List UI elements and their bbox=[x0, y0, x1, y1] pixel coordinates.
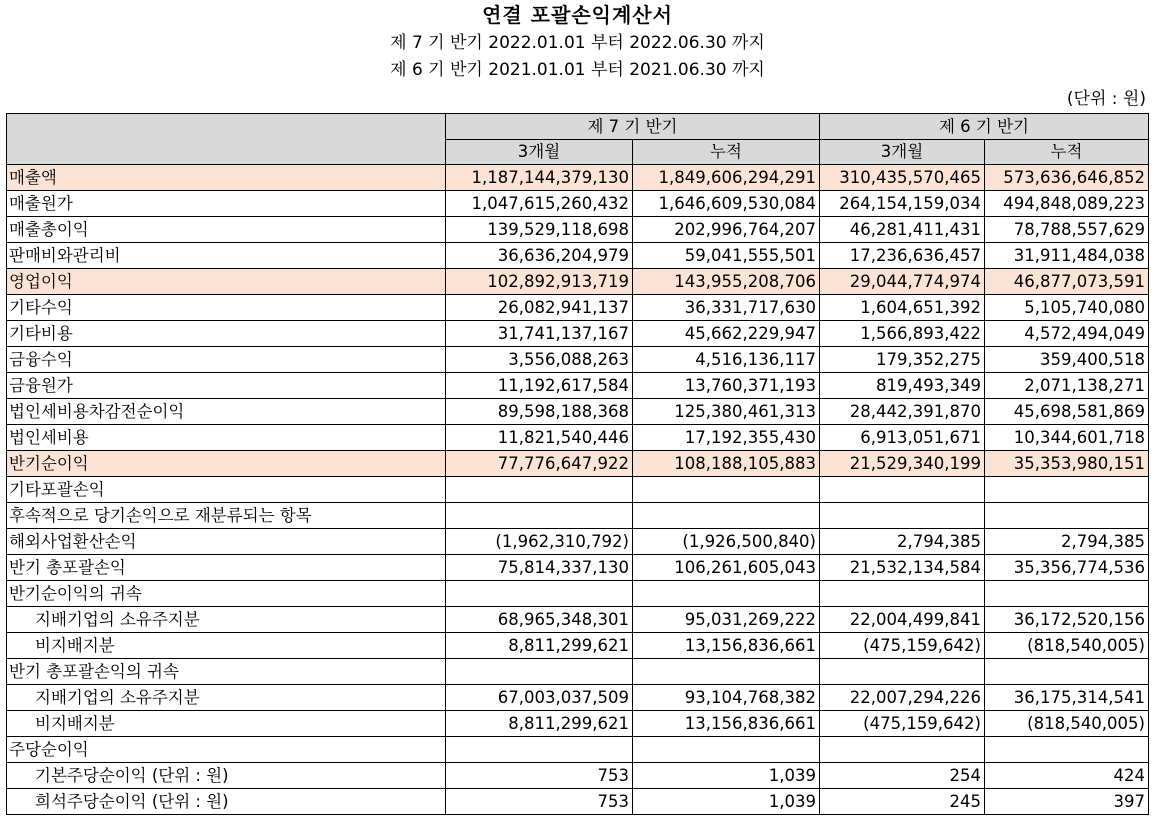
cell-current-3months: 26,082,941,137 bbox=[446, 295, 633, 321]
income-statement-table bbox=[6, 113, 1149, 815]
cell-prior-cumulative: 36,172,520,156 bbox=[985, 607, 1149, 633]
cell-prior-3months: 264,154,159,034 bbox=[820, 191, 985, 217]
header-blank-cell bbox=[7, 114, 446, 165]
cell-current-cumulative: 13,156,836,661 bbox=[633, 633, 820, 659]
cell-prior-3months bbox=[820, 503, 985, 529]
cell-prior-cumulative: 397 bbox=[985, 789, 1149, 815]
cell-current-3months: 102,892,913,719 bbox=[446, 269, 633, 295]
table-row bbox=[7, 555, 1149, 581]
cell-prior-cumulative: 10,344,601,718 bbox=[985, 425, 1149, 451]
cell-prior-3months: 179,352,275 bbox=[820, 347, 985, 373]
cell-prior-3months: 245 bbox=[820, 789, 985, 815]
cell-current-cumulative: 108,188,105,883 bbox=[633, 451, 820, 477]
row-label: 기본주당순이익 (단위 : 원) bbox=[7, 763, 446, 789]
cell-current-cumulative: 45,662,229,947 bbox=[633, 321, 820, 347]
row-label: 기타수익 bbox=[7, 295, 446, 321]
row-label: 해외사업환산손익 bbox=[7, 529, 446, 555]
cell-current-3months: 8,811,299,621 bbox=[446, 711, 633, 737]
cell-current-cumulative: 202,996,764,207 bbox=[633, 217, 820, 243]
cell-current-cumulative: 1,039 bbox=[633, 789, 820, 815]
cell-prior-cumulative: 78,788,557,629 bbox=[985, 217, 1149, 243]
table-row bbox=[7, 711, 1149, 737]
cell-current-cumulative: 125,380,461,313 bbox=[633, 399, 820, 425]
table-row bbox=[7, 451, 1149, 477]
cell-prior-cumulative: 36,175,314,541 bbox=[985, 685, 1149, 711]
cell-current-cumulative: 13,156,836,661 bbox=[633, 711, 820, 737]
cell-current-cumulative: 95,031,269,222 bbox=[633, 607, 820, 633]
row-label: 반기순이익 bbox=[7, 451, 446, 477]
cell-current-3months bbox=[446, 503, 633, 529]
row-label: 판매비와관리비 bbox=[7, 243, 446, 269]
cell-current-cumulative: 1,039 bbox=[633, 763, 820, 789]
cell-current-cumulative bbox=[633, 503, 820, 529]
cell-prior-cumulative bbox=[985, 477, 1149, 503]
cell-current-3months: 11,192,617,584 bbox=[446, 373, 633, 399]
row-label: 매출총이익 bbox=[7, 217, 446, 243]
row-label: 매출원가 bbox=[7, 191, 446, 217]
table-row bbox=[7, 295, 1149, 321]
table-row bbox=[7, 763, 1149, 789]
cell-prior-3months: (475,159,642) bbox=[820, 633, 985, 659]
table-row bbox=[7, 503, 1149, 529]
cell-current-cumulative: 1,646,609,530,084 bbox=[633, 191, 820, 217]
table-row bbox=[7, 399, 1149, 425]
cell-current-3months bbox=[446, 581, 633, 607]
row-label: 법인세비용 bbox=[7, 425, 446, 451]
cell-prior-3months: 22,004,499,841 bbox=[820, 607, 985, 633]
row-label: 지배기업의 소유주지분 bbox=[7, 685, 446, 711]
row-label: 지배기업의 소유주지분 bbox=[7, 607, 446, 633]
cell-prior-3months: 29,044,774,974 bbox=[820, 269, 985, 295]
table-row bbox=[7, 243, 1149, 269]
cell-prior-3months: 28,442,391,870 bbox=[820, 399, 985, 425]
table-row bbox=[7, 425, 1149, 451]
cell-current-3months: 89,598,188,368 bbox=[446, 399, 633, 425]
row-label: 반기 총포괄손익 bbox=[7, 555, 446, 581]
cell-prior-3months: 6,913,051,671 bbox=[820, 425, 985, 451]
cell-current-3months: 753 bbox=[446, 763, 633, 789]
table-row bbox=[7, 477, 1149, 503]
period-current: 제 7 기 반기 2022.01.01 부터 2022.06.30 까지 bbox=[390, 33, 765, 53]
header-current-cumulative: 누적 bbox=[633, 140, 820, 165]
cell-prior-3months: 22,007,294,226 bbox=[820, 685, 985, 711]
cell-current-3months: 139,529,118,698 bbox=[446, 217, 633, 243]
header-current-3months: 3개월 bbox=[446, 140, 633, 165]
cell-current-cumulative: 59,041,555,501 bbox=[633, 243, 820, 269]
cell-current-3months: 31,741,137,167 bbox=[446, 321, 633, 347]
row-label: 금융수익 bbox=[7, 347, 446, 373]
cell-prior-3months: 254 bbox=[820, 763, 985, 789]
table-row bbox=[7, 217, 1149, 243]
row-label: 반기순이익의 귀속 bbox=[7, 581, 446, 607]
cell-current-3months bbox=[446, 477, 633, 503]
cell-current-3months: 1,187,144,379,130 bbox=[446, 165, 633, 191]
cell-prior-3months bbox=[820, 581, 985, 607]
table-row bbox=[7, 165, 1149, 191]
table-row bbox=[7, 633, 1149, 659]
table-row bbox=[7, 347, 1149, 373]
cell-current-cumulative: (1,926,500,840) bbox=[633, 529, 820, 555]
row-label: 후속적으로 당기손익으로 재분류되는 항목 bbox=[7, 503, 446, 529]
cell-prior-cumulative: 45,698,581,869 bbox=[985, 399, 1149, 425]
table-row bbox=[7, 737, 1149, 763]
cell-prior-cumulative bbox=[985, 737, 1149, 763]
row-label: 비지배지분 bbox=[7, 711, 446, 737]
cell-current-3months: 1,047,615,260,432 bbox=[446, 191, 633, 217]
cell-prior-3months: 46,281,411,431 bbox=[820, 217, 985, 243]
cell-current-cumulative: 1,849,606,294,291 bbox=[633, 165, 820, 191]
cell-current-cumulative bbox=[633, 659, 820, 685]
cell-prior-cumulative: 35,356,774,536 bbox=[985, 555, 1149, 581]
cell-current-3months: 67,003,037,509 bbox=[446, 685, 633, 711]
cell-prior-3months: 2,794,385 bbox=[820, 529, 985, 555]
cell-prior-3months bbox=[820, 659, 985, 685]
row-label: 법인세비용차감전순이익 bbox=[7, 399, 446, 425]
cell-prior-cumulative bbox=[985, 581, 1149, 607]
table-row bbox=[7, 607, 1149, 633]
cell-prior-3months: 1,604,651,392 bbox=[820, 295, 985, 321]
table-row bbox=[7, 789, 1149, 815]
cell-prior-3months: 1,566,893,422 bbox=[820, 321, 985, 347]
cell-prior-cumulative: 573,636,646,852 bbox=[985, 165, 1149, 191]
cell-current-cumulative: 93,104,768,382 bbox=[633, 685, 820, 711]
cell-prior-cumulative: 359,400,518 bbox=[985, 347, 1149, 373]
row-label: 희석주당순이익 (단위 : 원) bbox=[7, 789, 446, 815]
cell-current-cumulative: 17,192,355,430 bbox=[633, 425, 820, 451]
cell-prior-cumulative bbox=[985, 503, 1149, 529]
cell-prior-cumulative: 46,877,073,591 bbox=[985, 269, 1149, 295]
table-row bbox=[7, 685, 1149, 711]
cell-prior-cumulative: (818,540,005) bbox=[985, 633, 1149, 659]
cell-current-3months: 11,821,540,446 bbox=[446, 425, 633, 451]
cell-prior-3months: (475,159,642) bbox=[820, 711, 985, 737]
cell-current-3months bbox=[446, 659, 633, 685]
table-row bbox=[7, 581, 1149, 607]
row-label: 비지배지분 bbox=[7, 633, 446, 659]
header-prior-3months: 3개월 bbox=[820, 140, 985, 165]
cell-current-cumulative: 143,955,208,706 bbox=[633, 269, 820, 295]
cell-prior-cumulative: 31,911,484,038 bbox=[985, 243, 1149, 269]
unit-label: (단위 : 원) bbox=[1066, 89, 1146, 109]
cell-prior-cumulative: 4,572,494,049 bbox=[985, 321, 1149, 347]
cell-prior-3months: 21,532,134,584 bbox=[820, 555, 985, 581]
header-prior-cumulative: 누적 bbox=[985, 140, 1149, 165]
cell-current-3months: (1,962,310,792) bbox=[446, 529, 633, 555]
row-label: 주당순이익 bbox=[7, 737, 446, 763]
cell-current-3months: 3,556,088,263 bbox=[446, 347, 633, 373]
cell-current-3months: 8,811,299,621 bbox=[446, 633, 633, 659]
table-row bbox=[7, 529, 1149, 555]
cell-current-cumulative bbox=[633, 737, 820, 763]
cell-prior-3months: 21,529,340,199 bbox=[820, 451, 985, 477]
table-row bbox=[7, 373, 1149, 399]
row-label: 금융원가 bbox=[7, 373, 446, 399]
cell-prior-cumulative: (818,540,005) bbox=[985, 711, 1149, 737]
row-label: 기타포괄손익 bbox=[7, 477, 446, 503]
period-prior: 제 6 기 반기 2021.01.01 부터 2021.06.30 까지 bbox=[390, 60, 765, 80]
cell-prior-cumulative: 2,794,385 bbox=[985, 529, 1149, 555]
row-label: 반기 총포괄손익의 귀속 bbox=[7, 659, 446, 685]
cell-prior-cumulative: 494,848,089,223 bbox=[985, 191, 1149, 217]
cell-current-3months: 75,814,337,130 bbox=[446, 555, 633, 581]
row-label: 기타비용 bbox=[7, 321, 446, 347]
cell-prior-cumulative: 2,071,138,271 bbox=[985, 373, 1149, 399]
row-label: 매출액 bbox=[7, 165, 446, 191]
cell-current-cumulative bbox=[633, 477, 820, 503]
cell-prior-cumulative: 5,105,740,080 bbox=[985, 295, 1149, 321]
table-body bbox=[7, 165, 1149, 815]
cell-prior-3months bbox=[820, 737, 985, 763]
cell-current-cumulative bbox=[633, 581, 820, 607]
header-current-period: 제 7 기 반기 bbox=[446, 114, 820, 140]
cell-current-3months bbox=[446, 737, 633, 763]
table-row bbox=[7, 321, 1149, 347]
cell-prior-cumulative bbox=[985, 659, 1149, 685]
cell-current-3months: 68,965,348,301 bbox=[446, 607, 633, 633]
cell-current-cumulative: 36,331,717,630 bbox=[633, 295, 820, 321]
cell-current-cumulative: 4,516,136,117 bbox=[633, 347, 820, 373]
cell-current-3months: 753 bbox=[446, 789, 633, 815]
cell-current-cumulative: 106,261,605,043 bbox=[633, 555, 820, 581]
cell-prior-cumulative: 424 bbox=[985, 763, 1149, 789]
cell-current-cumulative: 13,760,371,193 bbox=[633, 373, 820, 399]
header-prior-period: 제 6 기 반기 bbox=[820, 114, 1149, 140]
table-row bbox=[7, 659, 1149, 685]
cell-prior-3months: 310,435,570,465 bbox=[820, 165, 985, 191]
statement-title: 연결 포괄손익계산서 bbox=[482, 3, 673, 27]
table-row bbox=[7, 269, 1149, 295]
table-row bbox=[7, 191, 1149, 217]
header-row-periods bbox=[7, 114, 1149, 140]
cell-prior-3months: 819,493,349 bbox=[820, 373, 985, 399]
cell-current-3months: 36,636,204,979 bbox=[446, 243, 633, 269]
cell-prior-3months: 17,236,636,457 bbox=[820, 243, 985, 269]
cell-prior-3months bbox=[820, 477, 985, 503]
cell-current-3months: 77,776,647,922 bbox=[446, 451, 633, 477]
cell-prior-cumulative: 35,353,980,151 bbox=[985, 451, 1149, 477]
row-label: 영업이익 bbox=[7, 269, 446, 295]
